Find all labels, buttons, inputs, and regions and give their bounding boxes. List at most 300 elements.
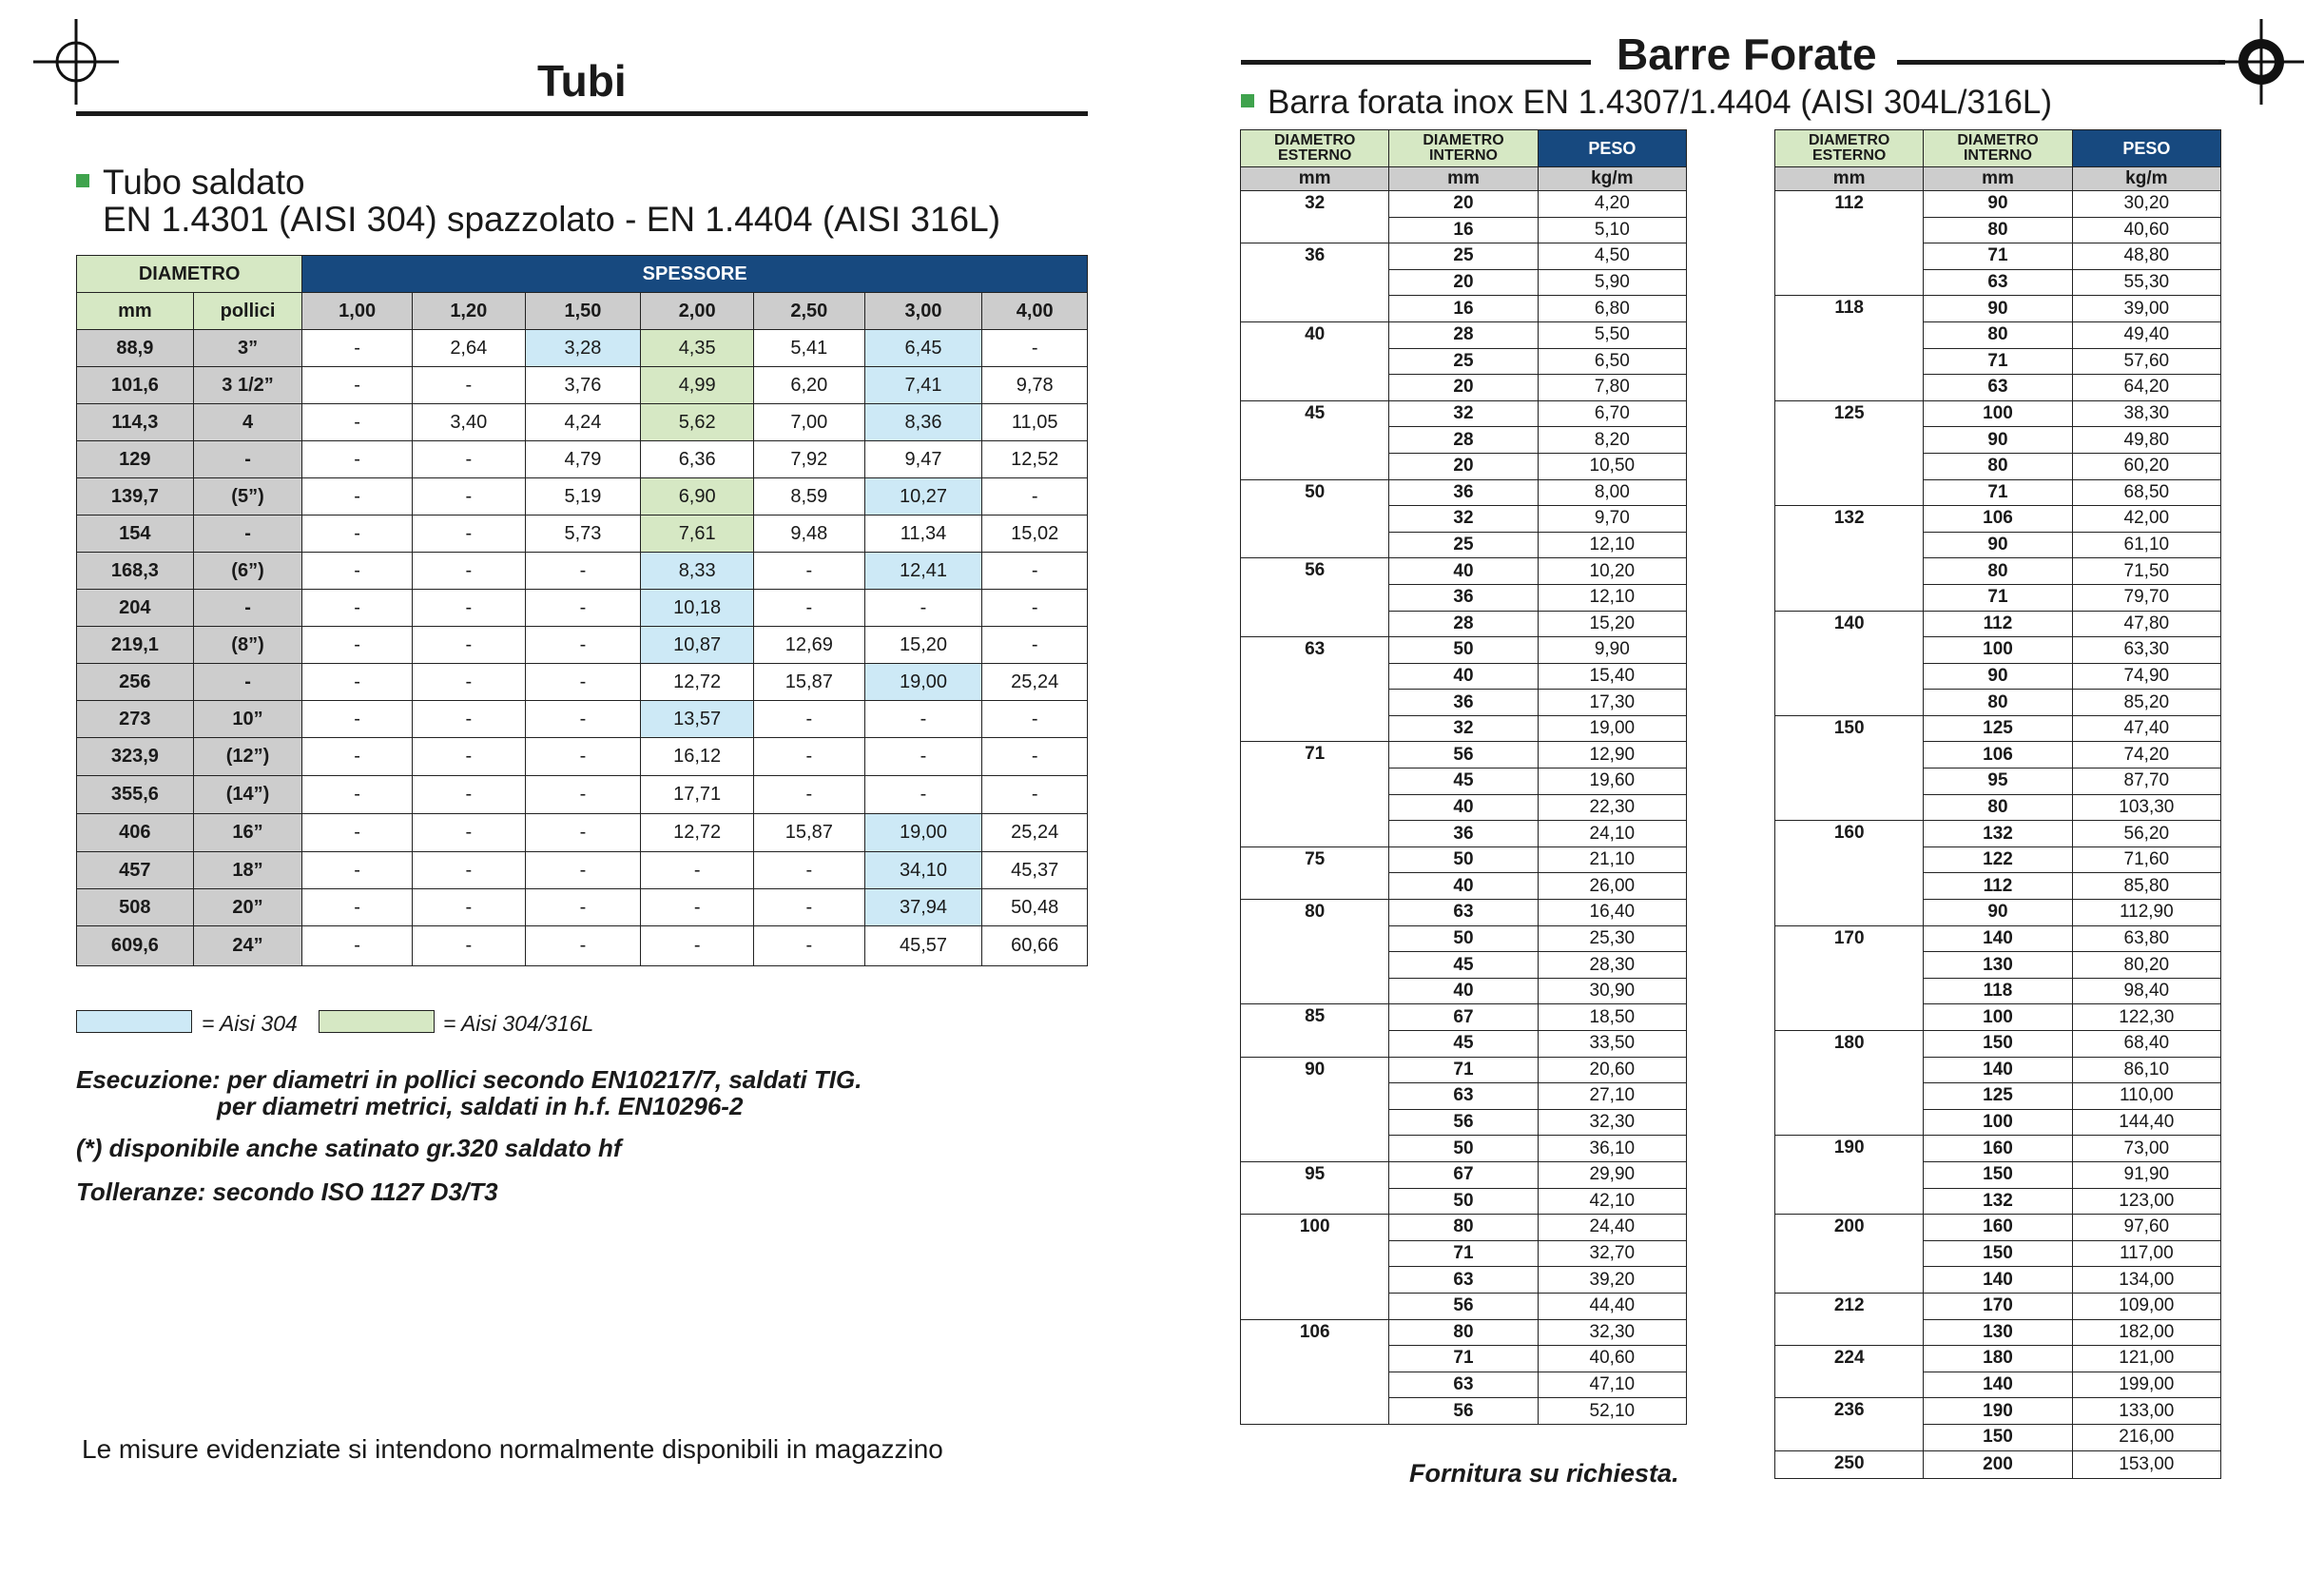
diametro-interno-cell: 63 (1389, 1372, 1538, 1398)
table-row (1775, 821, 2221, 847)
diametro-interno-cell: 80 (1924, 217, 2072, 243)
diametro-interno-cell: 36 (1389, 584, 1538, 611)
table-row (77, 814, 1088, 852)
diametro-interno-cell: 25 (1389, 243, 1538, 270)
peso-cell: 4,20 (1538, 191, 1686, 218)
table-row (1241, 1319, 1687, 1346)
peso-cell: 79,70 (2072, 584, 2220, 611)
weight-cell: - (302, 516, 413, 553)
diametro-interno-cell: 20 (1389, 191, 1538, 218)
diametro-esterno-cell: 45 (1241, 400, 1389, 479)
diameter-inch-cell: - (193, 441, 302, 478)
crosshair-target-icon (2218, 19, 2304, 105)
diameter-mm-cell: 88,9 (77, 330, 194, 367)
diametro-interno-cell: 71 (1389, 1057, 1538, 1083)
weight-cell: 25,24 (982, 814, 1088, 852)
diametro-esterno-cell: 106 (1241, 1319, 1389, 1424)
weight-cell: - (412, 367, 525, 404)
table-row (1775, 296, 2221, 322)
weight-cell: 4,99 (641, 367, 754, 404)
diametro-interno-cell: 125 (1924, 715, 2072, 742)
diametro-interno-cell: 132 (1924, 821, 2072, 847)
weight-cell: 17,71 (641, 776, 754, 814)
note-satinato: (*) disponibile anche satinato gr.320 saldato hf (76, 1134, 622, 1162)
table-row (77, 330, 1088, 367)
diametro-interno-cell: 80 (1924, 453, 2072, 479)
table-row (1241, 191, 1687, 218)
peso-cell: 27,10 (1538, 1083, 1686, 1110)
barre-table-right (1774, 129, 2221, 1479)
table-row (77, 664, 1088, 701)
weight-cell: 9,47 (864, 441, 982, 478)
peso-cell: 144,40 (2072, 1109, 2220, 1136)
diametro-interno-cell: 150 (1924, 1031, 2072, 1058)
peso-cell: 12,10 (1538, 584, 1686, 611)
diametro-interno-cell: 50 (1389, 846, 1538, 873)
diametro-esterno-cell: 80 (1241, 900, 1389, 1004)
diametro-esterno-cell: 40 (1241, 321, 1389, 400)
peso-cell: 28,30 (1538, 952, 1686, 979)
diameter-mm-cell: 508 (77, 889, 194, 926)
diameter-mm-cell: 129 (77, 441, 194, 478)
diameter-inch-cell: 10” (193, 701, 302, 738)
weight-cell: 12,41 (864, 553, 982, 590)
diametro-esterno-cell: 125 (1775, 400, 1924, 505)
peso-cell: 123,00 (2072, 1188, 2220, 1215)
table-row (77, 478, 1088, 516)
weight-cell: 6,90 (641, 478, 754, 516)
weight-cell: 4,79 (525, 441, 641, 478)
section-title-barra-forata: Barra forata inox EN 1.4307/1.4404 (AISI 304L/316L) (1241, 84, 2052, 122)
diametro-interno-cell: 32 (1389, 715, 1538, 742)
peso-cell: 15,20 (1538, 611, 1686, 637)
weight-cell: - (982, 553, 1088, 590)
peso-cell: 26,00 (1538, 873, 1686, 900)
table-row (1241, 1161, 1687, 1188)
peso-cell: 6,80 (1538, 296, 1686, 322)
table-row (1241, 900, 1687, 926)
diametro-interno-cell: 90 (1924, 900, 2072, 926)
weight-cell: - (982, 627, 1088, 664)
weight-cell: 7,00 (754, 404, 865, 441)
weight-cell: 12,72 (641, 814, 754, 852)
diameter-inch-cell: 20” (193, 889, 302, 926)
table-row (1241, 742, 1687, 769)
diametro-interno-cell: 132 (1924, 1188, 2072, 1215)
peso-cell: 30,20 (2072, 191, 2220, 218)
table-row (1775, 1215, 2221, 1241)
peso-cell: 103,30 (2072, 794, 2220, 821)
peso-cell: 9,90 (1538, 637, 1686, 664)
weight-cell: - (412, 852, 525, 889)
weight-cell: - (302, 776, 413, 814)
header-peso: PESO (2072, 130, 2220, 167)
weight-cell: - (864, 776, 982, 814)
table-row (1241, 479, 1687, 506)
diametro-interno-cell: 36 (1389, 690, 1538, 716)
peso-cell: 47,80 (2072, 611, 2220, 637)
diametro-interno-cell: 80 (1389, 1215, 1538, 1241)
peso-cell: 47,40 (2072, 715, 2220, 742)
diametro-interno-cell: 106 (1924, 742, 2072, 769)
diametro-interno-cell: 50 (1389, 1188, 1538, 1215)
peso-cell: 49,80 (2072, 427, 2220, 454)
legend-green-label: = Aisi 304/316L (443, 1011, 594, 1036)
peso-cell: 182,00 (2072, 1319, 2220, 1346)
diametro-interno-cell: 190 (1924, 1398, 2072, 1425)
diametro-interno-cell: 40 (1389, 978, 1538, 1004)
table-row (1241, 846, 1687, 873)
weight-cell: - (302, 590, 413, 627)
peso-cell: 98,40 (2072, 978, 2220, 1004)
peso-cell: 42,10 (1538, 1188, 1686, 1215)
diametro-esterno-cell: 212 (1775, 1293, 1924, 1345)
weight-cell: 4,35 (641, 330, 754, 367)
weight-cell: - (302, 738, 413, 776)
peso-cell: 19,00 (1538, 715, 1686, 742)
weight-cell: - (641, 852, 754, 889)
diameter-inch-cell: - (193, 590, 302, 627)
peso-cell: 39,20 (1538, 1267, 1686, 1294)
peso-cell: 40,60 (2072, 217, 2220, 243)
peso-cell: 61,10 (2072, 532, 2220, 558)
page-title-tubi: Tubi (537, 56, 627, 106)
diametro-interno-cell: 150 (1924, 1424, 2072, 1450)
weight-cell: - (302, 814, 413, 852)
diametro-esterno-cell: 95 (1241, 1161, 1389, 1214)
peso-cell: 24,10 (1538, 821, 1686, 847)
tubi-table (76, 255, 1088, 966)
peso-cell: 71,50 (2072, 558, 2220, 585)
weight-cell: 15,20 (864, 627, 982, 664)
thickness-header: 2,00 (641, 293, 754, 330)
peso-cell: 8,20 (1538, 427, 1686, 454)
title-rule-left (1241, 60, 1591, 65)
peso-cell: 85,20 (2072, 690, 2220, 716)
header-row (1775, 130, 2221, 167)
diameter-inch-cell: - (193, 516, 302, 553)
weight-cell: 37,94 (864, 889, 982, 926)
footer-note: Le misure evidenziate si intendono normalmente disponibili in magazzino (82, 1434, 943, 1464)
diametro-interno-cell: 25 (1389, 532, 1538, 558)
weight-cell: - (982, 738, 1088, 776)
diametro-interno-cell: 71 (1924, 584, 2072, 611)
diametro-interno-cell: 112 (1924, 611, 2072, 637)
diametro-interno-cell: 80 (1924, 794, 2072, 821)
crosshair-mark-icon (33, 19, 119, 105)
diametro-interno-cell: 140 (1924, 1267, 2072, 1294)
peso-cell: 57,60 (2072, 348, 2220, 375)
weight-cell: - (412, 738, 525, 776)
peso-cell: 199,00 (2072, 1372, 2220, 1398)
peso-cell: 18,50 (1538, 1004, 1686, 1031)
peso-cell: 12,90 (1538, 742, 1686, 769)
legend-blue-label: = Aisi 304 (202, 1011, 298, 1036)
peso-cell: 12,10 (1538, 532, 1686, 558)
weight-cell: - (754, 852, 865, 889)
peso-cell: 97,60 (2072, 1215, 2220, 1241)
peso-cell: 87,70 (2072, 769, 2220, 795)
weight-cell: - (525, 627, 641, 664)
diameter-inch-cell: (8”) (193, 627, 302, 664)
diameter-mm-cell: 256 (77, 664, 194, 701)
table-row (1775, 611, 2221, 637)
diameter-inch-cell: 24” (193, 926, 302, 966)
weight-cell: 12,69 (754, 627, 865, 664)
peso-cell: 133,00 (2072, 1398, 2220, 1425)
peso-cell: 6,50 (1538, 348, 1686, 375)
diametro-interno-cell: 63 (1389, 1267, 1538, 1294)
weight-cell: - (412, 478, 525, 516)
thickness-header: 1,20 (412, 293, 525, 330)
diameter-mm-cell: 323,9 (77, 738, 194, 776)
diametro-esterno-cell: 250 (1775, 1450, 1924, 1479)
weight-cell: 11,05 (982, 404, 1088, 441)
diametro-esterno-cell: 200 (1775, 1215, 1924, 1294)
col-pollici-header: pollici (193, 293, 302, 330)
section-subtitle: EN 1.4301 (AISI 304) spazzolato - EN 1.4404 (AISI 316L) (103, 200, 1001, 239)
peso-cell: 134,00 (2072, 1267, 2220, 1294)
weight-cell: 13,57 (641, 701, 754, 738)
peso-cell: 74,20 (2072, 742, 2220, 769)
header-diametro-interno: DIAMETRO INTERNO (1924, 130, 2072, 167)
diametro-esterno-cell: 50 (1241, 479, 1389, 558)
diameter-inch-cell: 4 (193, 404, 302, 441)
unit-row (1241, 167, 1687, 191)
diametro-esterno-cell: 32 (1241, 191, 1389, 243)
diametro-interno-cell: 200 (1924, 1450, 2072, 1479)
weight-cell: - (754, 553, 865, 590)
weight-cell: - (525, 926, 641, 966)
diameter-mm-cell: 355,6 (77, 776, 194, 814)
diameter-inch-cell: 16” (193, 814, 302, 852)
diametro-interno-cell: 160 (1924, 1136, 2072, 1162)
title-rule-right (1897, 60, 2225, 65)
table-row (1775, 1450, 2221, 1479)
peso-cell: 19,60 (1538, 769, 1686, 795)
diameter-mm-cell: 457 (77, 852, 194, 889)
peso-cell: 38,30 (2072, 400, 2220, 427)
diametro-interno-cell: 100 (1924, 637, 2072, 664)
footnote-fornitura: Fornitura su richiesta. (1409, 1459, 1679, 1488)
peso-cell: 110,00 (2072, 1083, 2220, 1110)
weight-cell: 5,41 (754, 330, 865, 367)
table-row (1241, 558, 1687, 585)
diametro-interno-cell: 56 (1389, 742, 1538, 769)
diametro-interno-cell: 90 (1924, 532, 2072, 558)
diametro-esterno-cell: 118 (1775, 296, 1924, 400)
table-row (1241, 637, 1687, 664)
note-esecuzione-1: Esecuzione: per diametri in pollici secondo EN10217/7, saldati TIG. (76, 1065, 862, 1094)
diametro-interno-cell: 140 (1924, 1057, 2072, 1083)
diametro-interno-cell: 28 (1389, 427, 1538, 454)
thickness-header: 2,50 (754, 293, 865, 330)
peso-cell: 44,40 (1538, 1293, 1686, 1319)
weight-cell: - (412, 553, 525, 590)
peso-cell: 109,00 (2072, 1293, 2220, 1319)
diametro-interno-cell: 90 (1924, 296, 2072, 322)
weight-cell: - (412, 701, 525, 738)
diametro-interno-cell: 45 (1389, 952, 1538, 979)
peso-cell: 22,30 (1538, 794, 1686, 821)
diametro-interno-cell: 140 (1924, 925, 2072, 952)
diametro-interno-cell: 80 (1924, 321, 2072, 348)
table-row (1775, 925, 2221, 952)
weight-cell: - (982, 478, 1088, 516)
table-row (77, 404, 1088, 441)
diameter-inch-cell: 3” (193, 330, 302, 367)
thickness-header: 1,00 (302, 293, 413, 330)
weight-cell: 7,41 (864, 367, 982, 404)
diametro-interno-cell: 40 (1389, 558, 1538, 585)
peso-cell: 60,20 (2072, 453, 2220, 479)
diametro-interno-cell: 20 (1389, 375, 1538, 401)
weight-cell: - (754, 926, 865, 966)
diametro-esterno-cell: 190 (1775, 1136, 1924, 1215)
weight-cell: 8,33 (641, 553, 754, 590)
table-row (1775, 1398, 2221, 1425)
diameter-inch-cell: 18” (193, 852, 302, 889)
peso-cell: 63,30 (2072, 637, 2220, 664)
peso-cell: 216,00 (2072, 1424, 2220, 1450)
diametro-interno-cell: 40 (1389, 794, 1538, 821)
weight-cell: - (302, 889, 413, 926)
green-bullet-icon (1241, 94, 1254, 107)
diametro-interno-cell: 118 (1924, 978, 2072, 1004)
table-row (1775, 1346, 2221, 1372)
diametro-interno-cell: 50 (1389, 637, 1538, 664)
weight-cell: - (412, 516, 525, 553)
diametro-esterno-cell: 90 (1241, 1057, 1389, 1161)
diametro-esterno-cell: 170 (1775, 925, 1924, 1030)
title-rule (76, 111, 1088, 116)
table-row (1775, 1136, 2221, 1162)
peso-cell: 73,00 (2072, 1136, 2220, 1162)
peso-cell: 5,10 (1538, 217, 1686, 243)
diametro-interno-cell: 100 (1924, 1109, 2072, 1136)
diametro-interno-cell: 63 (1924, 269, 2072, 296)
peso-cell: 122,30 (2072, 1004, 2220, 1031)
unit-mm: mm (1241, 167, 1389, 191)
table-row (1775, 715, 2221, 742)
diametro-interno-cell: 50 (1389, 925, 1538, 952)
diametro-interno-cell: 40 (1389, 873, 1538, 900)
weight-cell: 5,62 (641, 404, 754, 441)
table-row (77, 889, 1088, 926)
diameter-mm-cell: 273 (77, 701, 194, 738)
diameter-mm-cell: 139,7 (77, 478, 194, 516)
diametro-interno-cell: 150 (1924, 1161, 2072, 1188)
diameter-mm-cell: 114,3 (77, 404, 194, 441)
diametro-interno-cell: 122 (1924, 846, 2072, 873)
peso-cell: 17,30 (1538, 690, 1686, 716)
peso-cell: 15,40 (1538, 663, 1686, 690)
diameter-mm-cell: 154 (77, 516, 194, 553)
peso-cell: 40,60 (1538, 1346, 1686, 1372)
diametro-esterno-cell: 85 (1241, 1004, 1389, 1057)
legend-green-swatch (319, 1010, 435, 1033)
diametro-interno-cell: 56 (1389, 1109, 1538, 1136)
diametro-interno-cell: 45 (1389, 1031, 1538, 1058)
diameter-inch-cell: (12”) (193, 738, 302, 776)
weight-cell: - (864, 590, 982, 627)
weight-cell: - (412, 814, 525, 852)
weight-cell: - (302, 926, 413, 966)
header-diametro-esterno: DIAMETRO ESTERNO (1241, 130, 1389, 167)
weight-cell: - (302, 852, 413, 889)
thickness-header: 1,50 (525, 293, 641, 330)
diametro-interno-cell: 71 (1389, 1240, 1538, 1267)
peso-cell: 8,00 (1538, 479, 1686, 506)
peso-cell: 21,10 (1538, 846, 1686, 873)
thickness-header: 4,00 (982, 293, 1088, 330)
weight-cell: 25,24 (982, 664, 1088, 701)
diametro-esterno-cell: 224 (1775, 1346, 1924, 1398)
diametro-esterno-cell: 150 (1775, 715, 1924, 820)
table-row (1241, 321, 1687, 348)
peso-cell: 32,30 (1538, 1109, 1686, 1136)
weight-cell: 8,36 (864, 404, 982, 441)
weight-cell: - (982, 701, 1088, 738)
peso-cell: 85,80 (2072, 873, 2220, 900)
weight-cell: 45,37 (982, 852, 1088, 889)
unit-mm: mm (1924, 167, 2072, 191)
weight-cell: - (525, 701, 641, 738)
weight-cell: 5,19 (525, 478, 641, 516)
col-mm-header: mm (77, 293, 194, 330)
diametro-esterno-cell: 180 (1775, 1031, 1924, 1136)
weight-cell: 50,48 (982, 889, 1088, 926)
weight-cell: 10,18 (641, 590, 754, 627)
weight-cell: 7,92 (754, 441, 865, 478)
note-esecuzione-2: per diametri metrici, saldati in h.f. EN10296-2 (217, 1092, 744, 1120)
peso-cell: 121,00 (2072, 1346, 2220, 1372)
diametro-esterno-cell: 140 (1775, 611, 1924, 715)
table-row (77, 367, 1088, 404)
peso-cell: 52,10 (1538, 1398, 1686, 1425)
weight-cell: - (525, 814, 641, 852)
diameter-mm-cell: 406 (77, 814, 194, 852)
diametro-interno-cell: 140 (1924, 1372, 2072, 1398)
weight-cell: 15,87 (754, 664, 865, 701)
diametro-interno-cell: 36 (1389, 821, 1538, 847)
diametro-interno-cell: 20 (1389, 453, 1538, 479)
diametro-interno-cell: 28 (1389, 321, 1538, 348)
weight-cell: 9,48 (754, 516, 865, 553)
peso-cell: 68,40 (2072, 1031, 2220, 1058)
weight-cell: - (412, 889, 525, 926)
diametro-interno-cell: 63 (1389, 1083, 1538, 1110)
header-diametro: DIAMETRO (77, 256, 302, 293)
diametro-interno-cell: 16 (1389, 217, 1538, 243)
weight-cell: - (302, 330, 413, 367)
weight-cell: - (412, 441, 525, 478)
table-row (77, 553, 1088, 590)
diametro-esterno-cell: 56 (1241, 558, 1389, 637)
diametro-interno-cell: 32 (1389, 400, 1538, 427)
peso-cell: 24,40 (1538, 1215, 1686, 1241)
diametro-interno-cell: 20 (1389, 269, 1538, 296)
peso-cell: 7,80 (1538, 375, 1686, 401)
weight-cell: - (302, 441, 413, 478)
weight-cell: - (302, 478, 413, 516)
diametro-interno-cell: 100 (1924, 1004, 2072, 1031)
weight-cell: - (302, 553, 413, 590)
weight-cell: 10,27 (864, 478, 982, 516)
weight-cell: - (641, 926, 754, 966)
unit-mm: mm (1775, 167, 1924, 191)
table-row (1775, 1031, 2221, 1058)
